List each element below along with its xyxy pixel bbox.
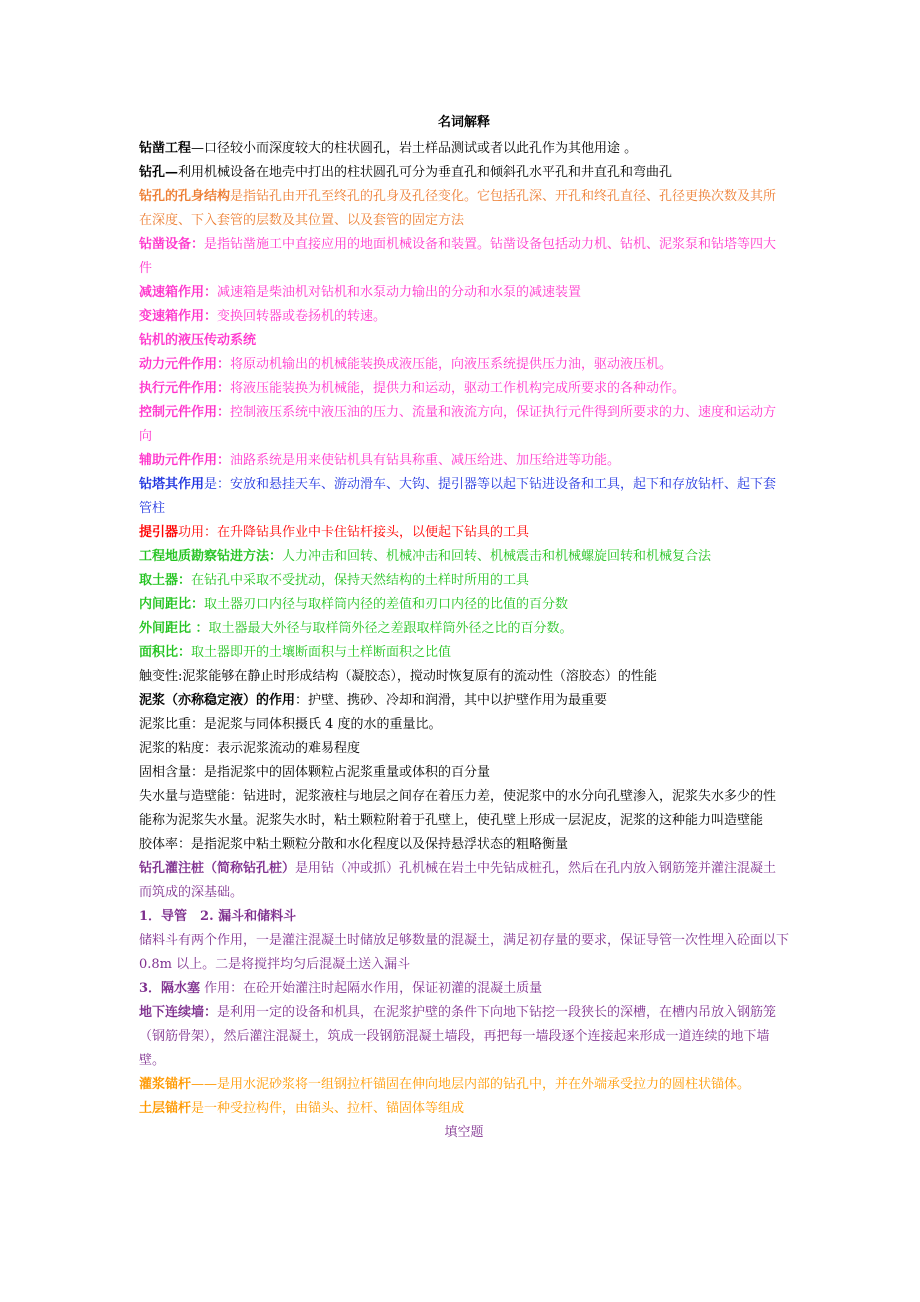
- entry: [139, 305, 789, 329]
- entry-body: 是指钻凿施工中直接应用的地面机械设备和装置。钻凿设备包括动力机、钻机、泥浆泵和钻塔等四大件: [139, 237, 777, 276]
- entry-body: ：是指泥浆中的固体颗粒占泥浆重量或体积的百分量: [191, 765, 491, 780]
- entry-term: 减速箱作用：: [139, 285, 218, 300]
- entry-term: 工程地质勘察钻进方法：: [139, 549, 283, 564]
- entry: [139, 977, 789, 1001]
- entry: [139, 593, 789, 617]
- entry-body: 是一种受拉构件，由锚头、拉杆、锚固体等组成: [191, 1101, 465, 1116]
- entry-term: 变速箱作用：: [139, 309, 218, 324]
- entry-term: 钻凿工程: [139, 141, 192, 156]
- entry: [139, 401, 789, 449]
- entry: [139, 713, 789, 737]
- entry: [139, 449, 789, 473]
- entry-body: 是用钻（冲或抓）孔机械在岩土中先钻成桩孔，然后在孔内放入钢筋笼并灌注混凝土而筑成的深基础。: [139, 861, 777, 900]
- section-footer: 填空题: [444, 1125, 484, 1140]
- entry-body: 将液压能装换为机械能，提供力和运动，驱动工作机构完成所要求的各种动作。: [230, 381, 686, 396]
- entry-body: :泥浆能够在静止时形成结构（凝胶态），搅动时恢复原有的流动性（溶胶态）的性能: [178, 669, 657, 684]
- entry-body: 利用机械设备在地壳中打出的柱状圆孔可分为垂直孔和倾斜孔水平孔和井直孔和弯曲孔: [178, 165, 673, 180]
- entry-body: ：护壁、携砂、冷却和润滑，其中以护壁作用为最重要: [295, 693, 608, 708]
- entry-body: 在钻孔中采取不受扰动，保持天然结构的土样时所用的工具: [191, 573, 530, 588]
- entry-term: 泥浆（亦称稳定液）的作用: [139, 693, 296, 708]
- entry-term: 胶体率: [139, 837, 179, 852]
- entry-body: 人力冲击和回转、机械冲击和回转、机械震击和机械螺旋回转和机械复合法: [282, 549, 712, 564]
- entry-body: ：表示泥浆流动的难易程度: [204, 741, 361, 756]
- entry: [139, 761, 789, 785]
- entry-term: 固相含量: [139, 765, 192, 780]
- entry: [139, 185, 789, 233]
- entry-term: 内间距比：: [139, 597, 205, 612]
- entry: [139, 833, 789, 857]
- entry: [139, 473, 789, 521]
- entry-term: 取土器：: [139, 573, 192, 588]
- entry: [139, 737, 789, 761]
- entry: [139, 281, 789, 305]
- entry: [139, 1097, 789, 1121]
- entry-term: 土层锚杆: [139, 1101, 192, 1116]
- entry-body: 是指钻孔由开孔至终孔的孔身及孔径变化。它包括孔深、开孔和终孔直径、孔径更换次数及其所在深度、下入套管的层数及其位置、以及套管的固定方法: [139, 189, 777, 228]
- entry-body: 储料斗有两个作用，一是灌注混凝土时储放足够数量的混凝土，满足初存量的要求，保证导管一次性埋入砼面以下 0.8m 以上。二是将搅拌均匀后混凝土送入漏斗: [139, 933, 790, 972]
- entry: [139, 137, 789, 161]
- entry-term: 动力元件作用：: [139, 357, 231, 372]
- entry-body: 变换回转器或卷扬机的转速。: [217, 309, 387, 324]
- entry-term: 3．隔水塞: [139, 981, 201, 996]
- page-title: 名词解释: [437, 115, 490, 130]
- entry: [139, 617, 789, 641]
- entry: [139, 785, 789, 833]
- entry: [139, 905, 789, 929]
- entry: [139, 1001, 789, 1073]
- entry-body: ——是用水泥砂浆将一组钢拉杆锚固在伸向地层内部的钻孔中，并在外端承受拉力的圆柱状锚体。: [191, 1077, 751, 1092]
- entry-term: 钻孔灌注桩（简称钻孔桩）: [139, 861, 296, 876]
- entry: [139, 377, 789, 401]
- entry-body: ：是泥浆与同体积摄氏 4 度的水的重量比。: [191, 717, 442, 732]
- entry-term: 执行元件作用：: [139, 381, 231, 396]
- entry-term: 泥浆比重: [139, 717, 192, 732]
- entry: [139, 929, 789, 977]
- entry-term: 外间距比 ：: [139, 621, 209, 636]
- entry: [139, 641, 789, 665]
- entry-body: —口径较小而深度较大的柱状圆孔，岩土样品测试或者以此孔作为其他用途 。: [191, 141, 638, 156]
- entry-term: 失水量与造壁能: [139, 789, 231, 804]
- entry-body: 取土器最大外径与取样筒外径之差跟取样筒外径之比的百分数。: [208, 621, 573, 636]
- entry-body: 取土器刃口内径与取样筒内径的差值和刃口内径的比值的百分数: [204, 597, 569, 612]
- entry: [139, 569, 789, 593]
- entry-body: 作用：在砼开始灌注时起隔水作用，保证初灌的混凝土质量: [200, 981, 543, 996]
- entry: [139, 233, 789, 281]
- entry-term: 1．导管 2. 漏斗和储料斗: [139, 909, 297, 924]
- entry-term: 触变性: [139, 669, 179, 684]
- entry: [139, 329, 789, 353]
- entry: [139, 161, 789, 185]
- entry: [139, 689, 789, 713]
- entry-list: [139, 137, 789, 1121]
- entry-body: 控制液压系统中液压油的压力、流量和液流方向，保证执行元件得到所要求的力、速度和运动方向: [139, 405, 777, 444]
- entry-term: 辅助元件作用：: [139, 453, 231, 468]
- entry-body: ：钻进时，泥浆液柱与地层之间存在着压力差，使泥浆中的水分向孔壁渗入，泥浆失水多少的性能称为泥浆失水量。泥浆失水时，粘土颗粒附着于孔壁上，使孔壁上形成一层泥皮，泥浆的这种能力叫造壁能: [139, 789, 777, 828]
- entry: [139, 665, 789, 689]
- entry: [139, 521, 789, 545]
- entry-term: 面积比：: [139, 645, 192, 660]
- entry-term: 钻凿设备：: [139, 237, 205, 252]
- entry: [139, 1073, 789, 1097]
- entry-term: 提引器: [139, 525, 179, 540]
- entry-body: 取土器即开的土壤断面积与土样断面积之比值: [191, 645, 452, 660]
- entry-body: 将原动机输出的机械能装换成液压能，向液压系统提供压力油，驱动液压机。: [230, 357, 673, 372]
- entry-term: 钻塔其作用: [139, 477, 205, 492]
- entry: [139, 545, 789, 569]
- entry: [139, 857, 789, 905]
- entry-body: ：是指泥浆中粘土颗粒分散和水化程度以及保持悬浮状态的粗略衡量: [178, 837, 569, 852]
- entry-term: 钻机的液压传动系统: [139, 333, 257, 348]
- entry-body: 是利用一定的设备和机具，在泥浆护壁的条件下向地下钻挖一段狭长的深槽，在槽内吊放入钢筋笼（钢筋骨架），然后灌注混凝土，筑成一段钢筋混凝土墙段，再把每一墙段逐个连接起来形成一道连续的地下墙壁。: [139, 1005, 777, 1068]
- entry-term: 钻孔—: [139, 165, 179, 180]
- entry-term: 灌浆锚杆: [139, 1077, 192, 1092]
- entry-body: 是：安放和悬挂天车、游动滑车、大钩、提引器等以起下钻进设备和工具，起下和存放钻杆、起下套管柱: [139, 477, 777, 516]
- document-page: [139, 113, 789, 1145]
- entry-term: 泥浆的粘度: [139, 741, 205, 756]
- entry-body: 功用：在升降钻具作业中卡住钻杆接头，以便起下钻具的工具: [178, 525, 530, 540]
- entry-term: 控制元件作用：: [139, 405, 231, 420]
- entry-term: 地下连续墙：: [139, 1005, 218, 1020]
- entry-term: 钻孔的孔身结构: [139, 189, 231, 204]
- entry: [139, 353, 789, 377]
- entry-body: 减速箱是柴油机对钻机和水泵动力输出的分动和水泵的减速装置: [217, 285, 582, 300]
- entry-body: 油路系统是用来使钻机具有钻具称重、减压给进、加压给进等功能。: [230, 453, 621, 468]
